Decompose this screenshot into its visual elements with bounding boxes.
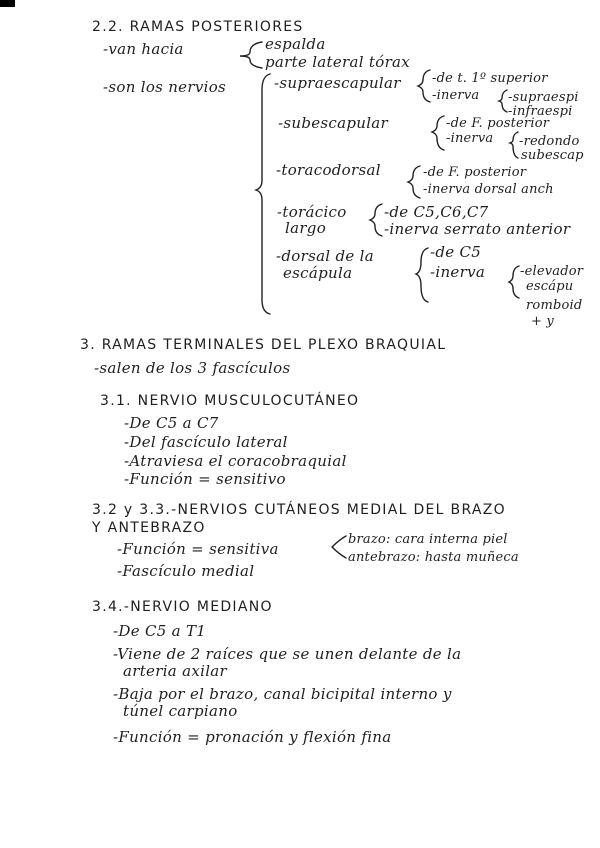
parte-lateral-text: parte lateral tórax	[265, 53, 411, 71]
musculocutaneo-item-2: -Del fascículo lateral	[124, 433, 288, 451]
brace-subescapular	[432, 116, 444, 150]
cutaneos-brazo: brazo: cara interna piel	[348, 532, 508, 547]
supraescapular-origin: -de t. 1º superior	[432, 71, 548, 86]
musculocutaneo-item-1: -De C5 a C7	[124, 414, 219, 432]
toracodorsal-origin: -de F. posterior	[423, 165, 527, 180]
dorsal-escapula-name-1: -dorsal de la	[276, 247, 374, 265]
toracico-largo-name-2: largo	[285, 219, 327, 237]
mediano-item-4: -Función = pronación y flexión fina	[113, 728, 392, 746]
subescapular-origin: -de F. posterior	[446, 116, 550, 131]
section-3-1-title: 3.1. NERVIO MUSCULOCUTÁNEO	[100, 393, 360, 409]
son-los-nervios-label: -son los nervios	[103, 78, 227, 96]
subescapular-target-2: subescap	[521, 148, 584, 163]
subescapular-inerva: -inerva	[446, 131, 494, 146]
brace-dorsal-escapula	[416, 248, 428, 302]
brace-supraescapular	[418, 70, 430, 102]
dorsal-escapula-inerva: -inerva	[430, 263, 486, 281]
salen-fasciculos-text: -salen de los 3 fascículos	[94, 359, 291, 377]
cutaneos-antebrazo: antebrazo: hasta muñeca	[348, 550, 519, 565]
brace-subesc-inerva	[510, 132, 518, 158]
mediano-item-1: -De C5 a T1	[113, 622, 207, 640]
dorsal-escapula-target-1: -elevador	[520, 264, 584, 279]
mediano-item-2b: arteria axilar	[123, 662, 228, 680]
supraescapular-target-1: -supraespi	[508, 90, 579, 105]
brace-toracico-largo	[370, 204, 382, 236]
brace-dorsal-inerva	[509, 266, 519, 298]
supraescapular-target-2: -infraespi	[508, 104, 573, 119]
mediano-item-3b: túnel carpiano	[123, 702, 238, 720]
brace-van-hacia	[240, 42, 262, 68]
toracodorsal-name: -toracodorsal	[276, 161, 381, 179]
brace-supraesc-inerva	[499, 90, 507, 112]
mediano-item-3a: -Baja por el brazo, canal bicipital interno y	[113, 685, 452, 703]
section-3-2-3-3-title-2: Y ANTEBRAZO	[92, 520, 206, 536]
supraescapular-name: -supraescapular	[274, 74, 401, 92]
cutaneos-fasciculo: -Fascículo medial	[117, 562, 255, 580]
espalda-text: espalda	[265, 35, 326, 53]
mediano-item-2a: -Viene de 2 raíces que se unen delante de la	[113, 645, 462, 663]
dorsal-escapula-target-4: + y	[531, 314, 554, 329]
brace-son-los-nervios	[256, 74, 270, 314]
dorsal-escapula-target-2: escápu	[526, 279, 574, 294]
van-hacia-label: -van hacia	[103, 40, 184, 58]
section-3-2-3-3-title-1: 3.2 y 3.3.-NERVIOS CUTÁNEOS MEDIAL DEL BRAZO	[92, 502, 506, 518]
supraescapular-inerva: -inerva	[432, 88, 480, 103]
dorsal-escapula-target-3: romboid	[526, 298, 583, 313]
toracico-largo-origin: -de C5,C6,C7	[384, 203, 489, 221]
section-2-2-title: 2.2. RAMAS POSTERIORES	[92, 19, 304, 35]
section-3-title: 3. RAMAS TERMINALES DEL PLEXO BRAQUIAL	[80, 337, 447, 353]
dorsal-escapula-name-2: escápula	[283, 264, 353, 282]
cutaneos-funcion: -Función = sensitiva	[117, 540, 279, 558]
brace-toracodorsal	[408, 166, 420, 198]
toracico-largo-inerva: -inerva serrato anterior	[384, 220, 571, 238]
dorsal-escapula-origin: -de C5	[430, 243, 482, 261]
brace-funcion-sensitiva	[332, 536, 346, 558]
section-3-4-title: 3.4.-NERVIO MEDIANO	[92, 599, 273, 615]
musculocutaneo-item-4: -Función = sensitivo	[124, 470, 286, 488]
toracodorsal-inerva: -inerva dorsal anch	[423, 182, 554, 197]
subescapular-target-1: -redondo	[519, 134, 580, 149]
musculocutaneo-item-3: -Atraviesa el coracobraquial	[124, 452, 347, 470]
subescapular-name: -subescapular	[278, 114, 389, 132]
toracico-largo-name-1: -torácico	[277, 203, 347, 221]
